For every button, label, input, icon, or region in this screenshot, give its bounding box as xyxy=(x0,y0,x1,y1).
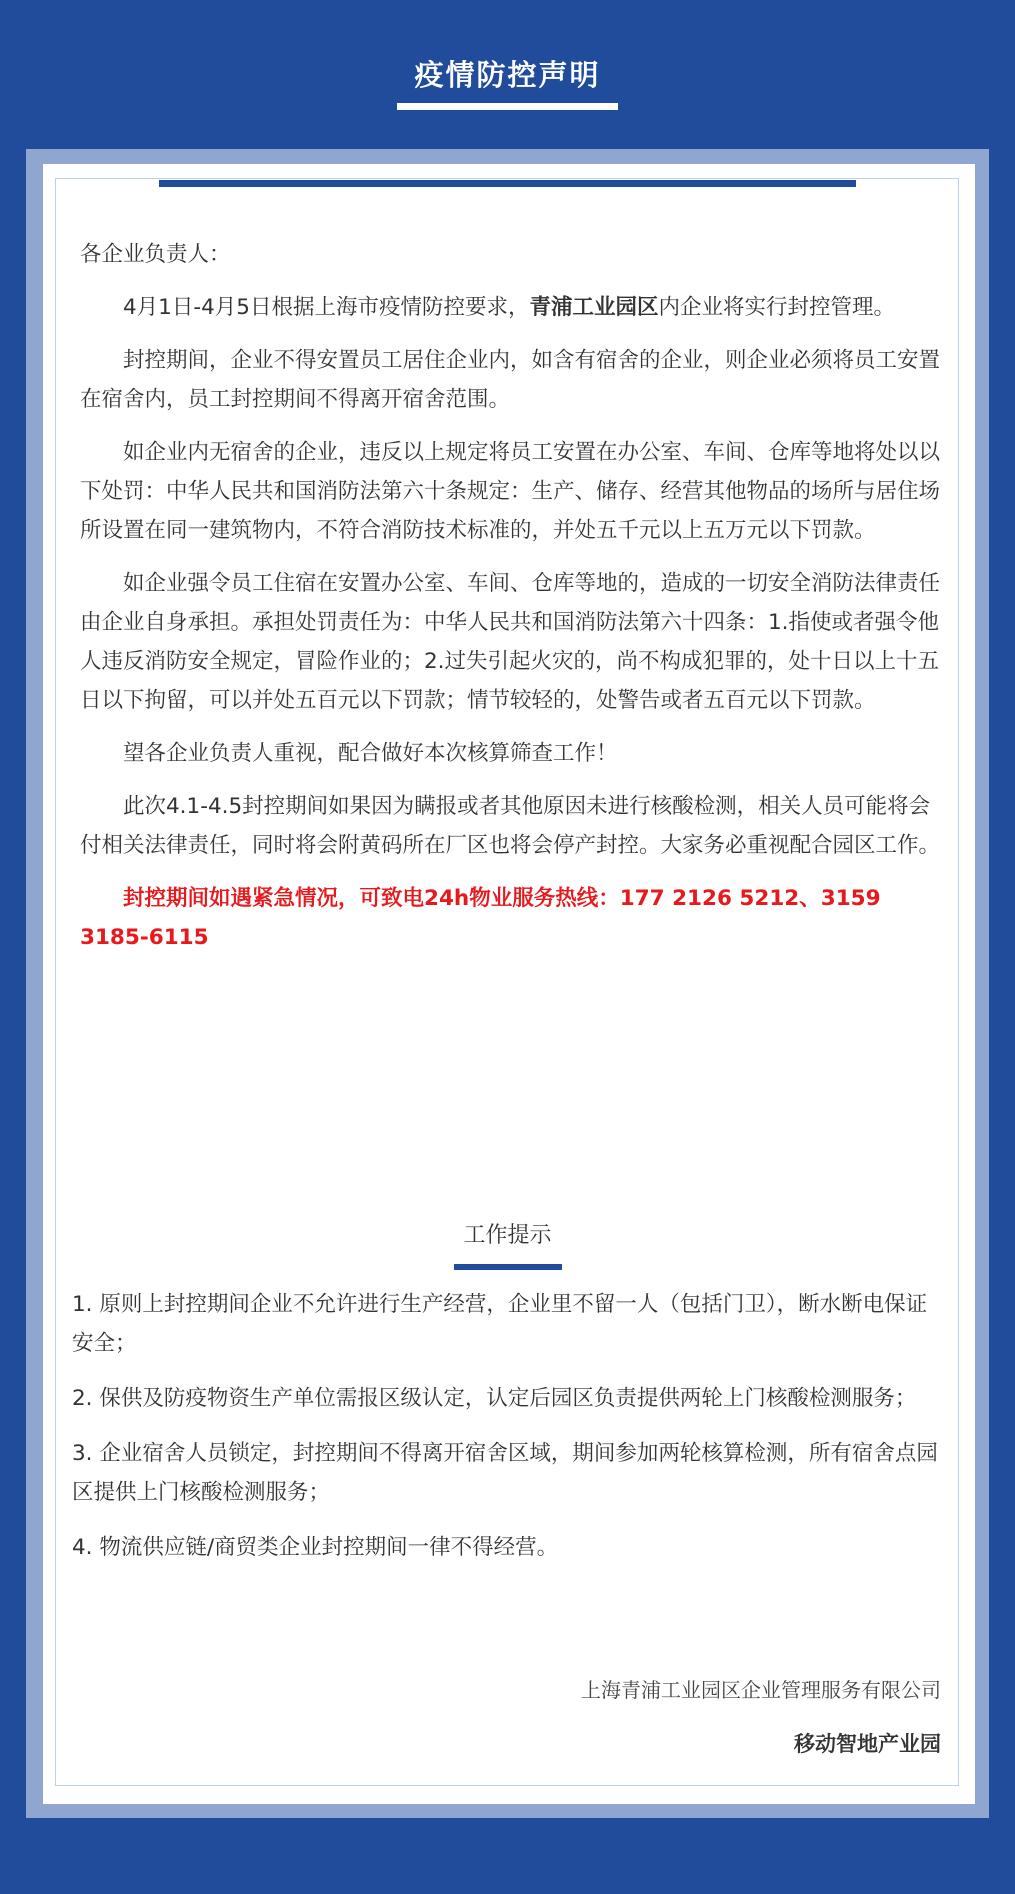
tip-item: 1. 原则上封控期间企业不允许进行生产经营，企业里不留一人（包括门卫），断水断电保证安全； xyxy=(72,1292,928,1356)
paragraph-3: 如企业内无宿舍的企业，违反以上规定将员工安置在办公室、车间、仓库等地将处以以下处罚：中华人民共和国消防法第六十条规定：生产、储存、经营其他物品的场所与居住场所设置在同一建筑物内，不符合消防技术标准的，并处五千元以上五万元以下罚款。 xyxy=(80,440,941,543)
title-underline xyxy=(397,103,618,110)
tips-header xyxy=(0,1218,1015,1270)
paragraph-4: 如企业强令员工住宿在安置办公室、车间、仓库等地的，造成的一切安全消防法律责任由企业自身承担。承担处罚责任为：中华人民共和国消防法第六十四条：1.指使或者强令他人违反消防安全规定，冒险作业的；2.过失引起火灾的，尚不构成犯罪的，处十日以上十五日以下拘留，可以并处五百元以下罚款；情节较轻的，处警告或者五百元以下罚款。 xyxy=(80,571,941,713)
paragraph-1 xyxy=(80,288,940,327)
paragraph-2: 封控期间，企业不得安置员工居住企业内，如含有宿舍的企业，则企业必须将员工安置在宿舍内，员工封控期间不得离开宿舍范围。 xyxy=(80,348,941,412)
hotline-text: 封控期间如遇紧急情况，可致电24h物业服务热线：177 2126 5212、3159 3185-6115 xyxy=(80,886,881,950)
tips-underline xyxy=(454,1264,562,1270)
card-top-bar xyxy=(159,180,856,187)
park-name-emphasis: 青浦工业园区 xyxy=(529,295,659,320)
tip-item: 3. 企业宿舍人员锁定，封控期间不得离开宿舍区域，期间参加两轮核算检测，所有宿舍点园区提供上门核酸检测服务； xyxy=(72,1441,938,1505)
signature-park: 移动智地产业园 xyxy=(794,1732,941,1756)
page-title: 疫情防控声明 xyxy=(414,58,601,92)
paragraph-5: 望各企业负责人重视，配合做好本次核算筛查工作！ xyxy=(123,741,618,766)
paragraph-6: 此次4.1-4.5封控期间如果因为瞒报或者其他原因未进行核酸检测，相关人员可能将会付相关法律责任，同时将会附黄码所在厂区也将会停产封控。大家务必重视配合园区工作。 xyxy=(80,794,941,858)
signature-company: 上海青浦工业园区企业管理服务有限公司 xyxy=(581,1678,941,1702)
header xyxy=(0,55,1015,110)
tip-item: 2. 保供及防疫物资生产单位需报区级认定，认定后园区负责提供两轮上门核酸检测服务； xyxy=(72,1386,917,1411)
notice-body xyxy=(80,235,940,971)
paragraph-1-end: 内企业将实行封控管理。 xyxy=(658,295,896,320)
tips-title: 工作提示 xyxy=(463,1223,552,1248)
greeting: 各企业负责人： xyxy=(80,242,231,267)
tips-list xyxy=(72,1285,942,1583)
tip-item: 4. 物流供应链/商贸类企业封控期间一律不得经营。 xyxy=(72,1535,559,1560)
paragraph-1-text: 4月1日-4月5日根据上海市疫情防控要求， xyxy=(123,295,530,320)
